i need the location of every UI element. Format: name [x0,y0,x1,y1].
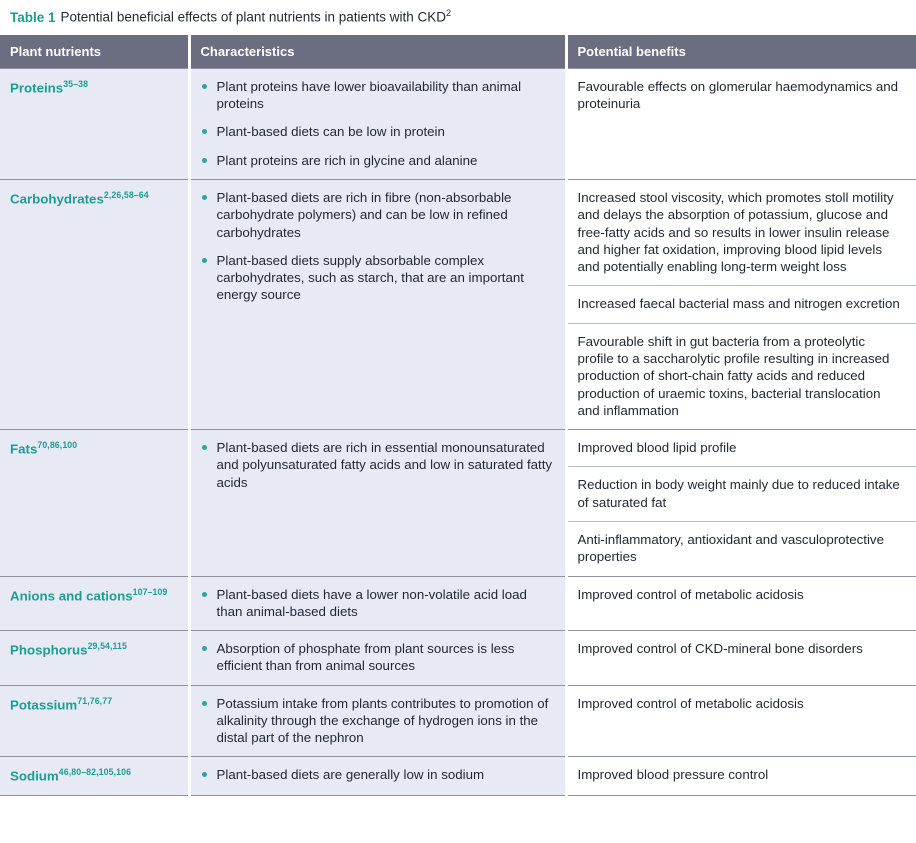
benefit-item: Favourable shift in gut bacteria from a proteolytic profile to a saccharolytic profile resulting in increased production of short-chain fatty acids and reduced production of uraemic toxins, bacterial translocation and inflammation [568,323,916,429]
bullet-dot-icon [202,445,207,450]
bullet-dot-icon [202,701,207,706]
characteristic-text: Plant-based diets have a lower non-volatile acid load than animal-based diets [216,586,527,619]
potential-benefits-cell [566,430,916,576]
characteristic-text: Plant-based diets are rich in fibre (non-absorbable carbohydrate polymers) and can be low in refined carbohydrates [216,190,512,240]
benefit-item: Favourable effects on glomerular haemodynamics and proteinuria [577,78,899,112]
benefit-item: Increased faecal bacterial mass and nitrogen excretion [568,285,916,322]
characteristics-list [199,78,553,169]
nutrient-name: Potassium [10,697,78,713]
potential-benefits-cell [566,631,916,686]
characteristic-item [199,695,553,747]
potential-benefits-cell [566,68,916,179]
plant-nutrients-table [0,35,916,796]
nutrient-references: 46,80–82,105,106 [58,767,132,778]
table-number-label: Table 1 [10,9,56,25]
characteristics-list [199,640,553,675]
characteristics-list [199,766,553,783]
nutrient-name-cell [0,685,189,757]
benefit-item: Improved control of CKD-mineral bone disorders [577,641,863,657]
nutrient-name-cell [0,430,189,576]
characteristic-item [199,123,553,140]
characteristic-text: Absorption of phosphate from plant sources is less efficient than from animal sources [216,641,515,674]
column-header-potential-benefits: Potential benefits [566,35,916,68]
nutrient-name-cell [0,180,189,430]
characteristics-list [199,189,553,304]
characteristic-item [199,252,553,304]
table-row [0,757,916,796]
potential-benefits-cell [566,180,916,430]
bullet-dot-icon [202,195,207,200]
nutrient-name-cell [0,757,189,796]
nutrient-references: 107–109 [132,586,168,597]
table-row [0,631,916,686]
table-caption-text: Potential beneficial effects of plant nutrients in patients with CKD [60,9,446,25]
table-header [0,35,916,68]
bullet-dot-icon [202,158,207,163]
characteristics-cell [189,757,566,796]
characteristics-list [199,695,553,747]
bullet-dot-icon [202,84,207,89]
characteristics-list [199,586,553,621]
characteristic-item [199,766,553,783]
table-caption [0,0,916,35]
characteristic-item [199,640,553,675]
characteristic-text: Plant proteins have lower bioavailability than animal proteins [216,78,522,112]
nutrient-name: Sodium [10,768,59,784]
nutrient-name: Fats [10,441,38,457]
benefit-item: Anti-inflammatory, antioxidant and vasculoprotective properties [568,521,916,576]
potential-benefits-cell [566,685,916,757]
characteristics-cell [189,685,566,757]
potential-benefits-cell [566,576,916,631]
potential-benefits-cell [566,757,916,796]
benefit-item: Reduction in body weight mainly due to reduced intake of saturated fat [568,466,916,521]
nutrient-name: Proteins [10,80,64,96]
nutrient-references: 35–38 [63,78,89,89]
nutrient-references: 2,26,58–64 [103,190,149,200]
characteristic-item [199,439,553,491]
characteristics-cell [189,576,566,631]
characteristics-list [199,439,553,491]
bullet-dot-icon [202,258,207,263]
nutrient-name: Anions and cations [10,587,133,603]
column-header-plant-nutrients: Plant nutrients [0,35,189,68]
table-row [0,180,916,430]
table-row [0,68,916,179]
characteristic-item [199,586,553,621]
benefit-item: Improved blood lipid profile [577,440,737,456]
bullet-dot-icon [202,772,207,777]
nutrient-name: Carbohydrates [10,191,104,207]
characteristic-text: Plant-based diets supply absorbable complex carbohydrates, such as starch, that are an important energy source [216,252,524,303]
characteristic-text: Plant-based diets are generally low in sodium [216,767,485,783]
characteristic-text: Plant-based diets are rich in essential monounsaturated and polyunsaturated fatty acids and low in saturated fatty acids [216,440,553,490]
characteristic-text: Plant-based diets can be low in protein [216,124,445,140]
bullet-dot-icon [202,129,207,134]
benefit-item: Improved control of metabolic acidosis [577,586,804,602]
nutrient-references: 29,54,115 [87,641,127,652]
table-row [0,430,916,576]
bullet-dot-icon [202,646,207,651]
characteristic-item [199,78,553,113]
nutrient-name-cell [0,631,189,686]
characteristic-item [199,152,553,169]
characteristics-cell [189,180,566,430]
characteristic-text: Potassium intake from plants contributes to promotion of alkalinity through the exchange of hydrogen ions in the distal part of the nephron [216,695,549,746]
characteristic-item [199,189,553,241]
nutrient-references: 70,86,100 [37,440,78,451]
table-body [0,68,916,795]
nutrient-name-cell [0,576,189,631]
bullet-dot-icon [202,592,207,597]
characteristics-cell [189,430,566,576]
characteristics-cell [189,68,566,179]
table-row [0,685,916,757]
column-header-characteristics: Characteristics [189,35,566,68]
nutrient-references: 71,76,77 [77,695,113,706]
benefit-item: Improved control of metabolic acidosis [577,695,804,711]
header-row [0,35,916,68]
nutrient-name: Phosphorus [10,642,88,658]
table-caption-reference: 2 [446,8,452,18]
benefit-item: Improved blood pressure control [577,767,769,783]
nutrient-name-cell [0,68,189,179]
characteristic-text: Plant proteins are rich in glycine and alanine [216,152,478,168]
benefit-item: Increased stool viscosity, which promotes stoll motility and delays the absorption of potassium, glucose and free-fatty acids and so results in lower insulin release and higher fat oxidation, improving blood lipid levels and potentially enabling long-term weight loss [577,190,894,275]
characteristics-cell [189,631,566,686]
table-row [0,576,916,631]
